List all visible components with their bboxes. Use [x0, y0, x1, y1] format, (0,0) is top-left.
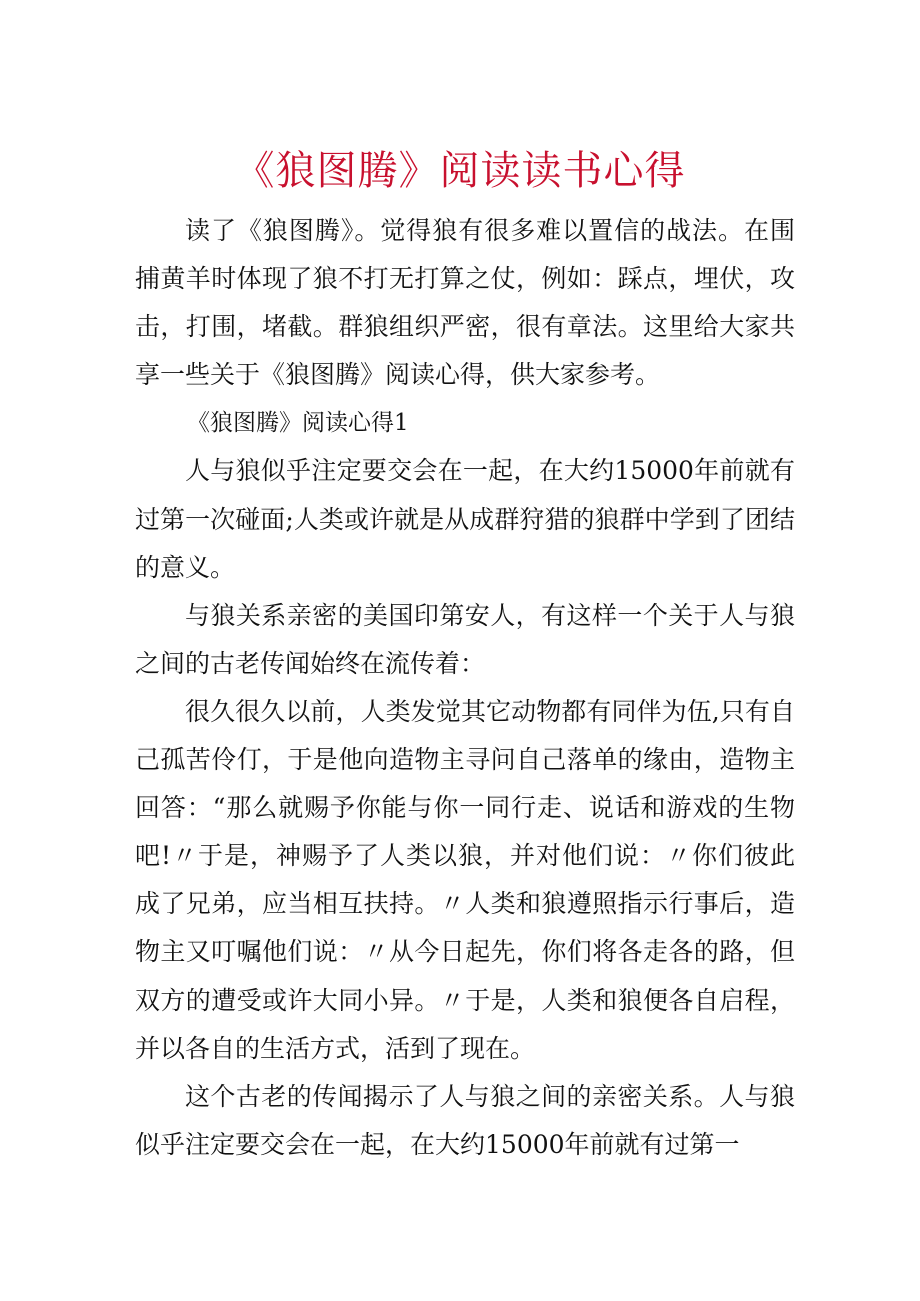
document-body: [135, 207, 795, 1169]
paragraph-1: 人与狼似乎注定要交会在一起，在大约15000年前就有过第一次碰面;人类或许就是从成群狩猎的狼群中学到了团结的意义。: [135, 456, 795, 582]
section-subheading: 《狼图腾》阅读心得1: [187, 410, 409, 437]
paragraph-3: 很久很久以前，人类发觉其它动物都有同伴为伍,只有自己孤苦伶仃，于是他向造物主寻问自己落单的缘由，造物主回答：“那么就赐予你能与你一同行走、说话和游戏的生物吧!〃于是，神赐予了人类以狼，并对他们说：〃你们彼此成了兄弟，应当相互扶持。〃人类和狼遵照指示行事后，造物主又叮嘱他们说：〃从今日起先，你们将各走各的路，但双方的遭受或许大同小异。〃于是，人类和狼便各自启程，并以各自的生活方式，活到了现在。: [135, 696, 795, 1063]
paragraph-4: 这个古老的传闻揭示了人与狼之间的亲密关系。人与狼似乎注定要交会在一起，在大约15000年前就有过第一: [135, 1081, 795, 1159]
document-title: 《狼图腾》阅读读书心得: [234, 148, 686, 194]
intro-paragraph: 读了《狼图腾》。觉得狼有很多难以置信的战法。在围捕黄羊时体现了狼不打无打算之仗，例如：踩点，埋伏，攻击，打围，堵截。群狼组织严密，很有章法。这里给大家共享一些关于《狼图腾》阅读心得，供大家参考。: [135, 216, 795, 390]
paragraph-2: 与狼关系亲密的美国印第安人，有这样一个关于人与狼之间的古老传闻始终在流传着：: [135, 600, 795, 678]
